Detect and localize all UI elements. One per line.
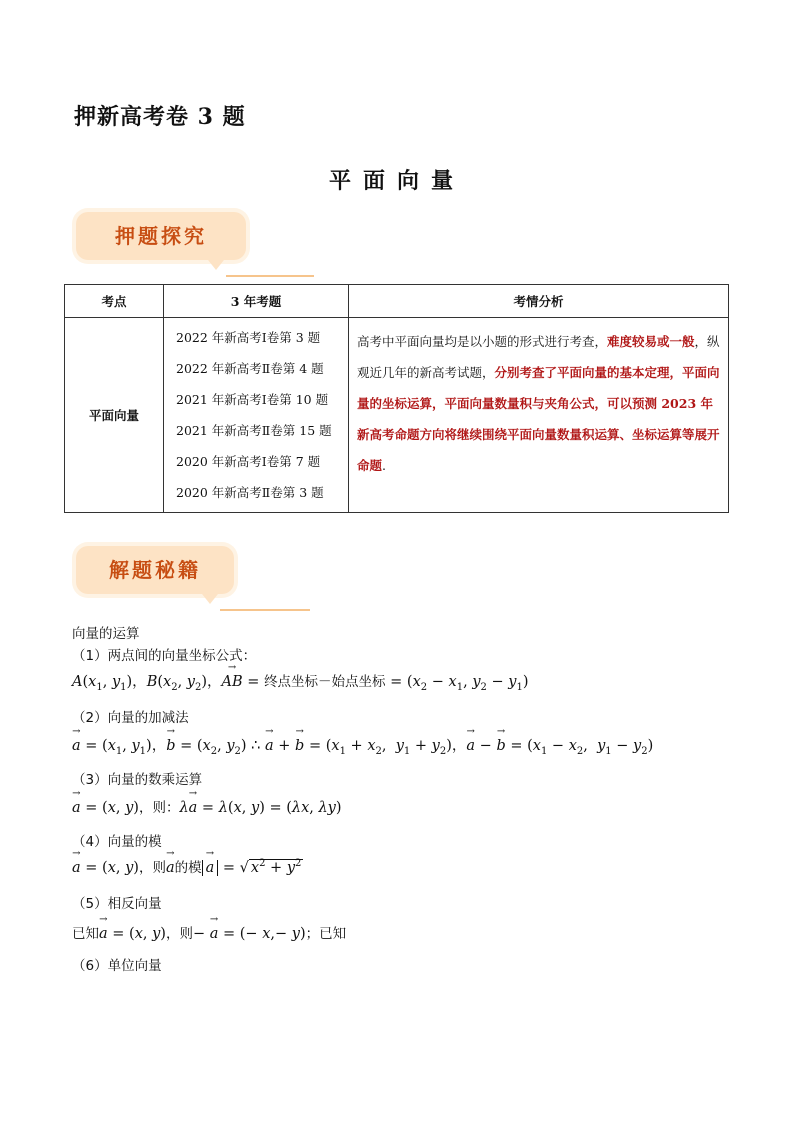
formula-text: ；已知 — [305, 926, 347, 942]
formula-magnitude: → a = (x, y)，则→ a的模→ a = √ $x^2 + y^2$ — [72, 856, 303, 876]
section-intro: 向量的运算 — [72, 626, 140, 642]
row-label: 平面向量 — [65, 318, 164, 513]
formula-scalar-mult: → a = (x, y)，则：λ→ a = λ(x, y) = (λx, λy) — [72, 796, 342, 816]
year-item: 2020 年新高考Ⅰ卷第 7 题 — [176, 454, 321, 469]
section-4-heading: （4）向量的模 — [72, 834, 162, 850]
header-analysis: 考情分析 — [349, 285, 729, 318]
badge-tail-icon — [208, 260, 224, 270]
formula-add-subtract: → $a = (x_1$, $y_1$)，→ $b = (x_2$, $y_2$) ∴ → a + → $b = (x_1 + x_2$, $y_1 + y_2$)，→ a − → $b = (x_1 - x_2$, $y_1 - y_2$) — [72, 734, 653, 757]
year-item: 2021 年新高考Ⅱ卷第 15 题 — [176, 423, 332, 438]
section-5-heading: （5）相反向量 — [72, 896, 162, 912]
topic-title: 平面向量 — [328, 168, 465, 194]
badge-underline — [226, 275, 314, 277]
formula-text: 终点坐标－始点坐标 — [264, 674, 386, 690]
analysis-part: ，纵观近几年的新高考试题， — [357, 334, 720, 380]
exam-analysis-table — [64, 284, 729, 513]
analysis-text — [349, 318, 729, 513]
formula-text: 的模 — [174, 860, 202, 876]
badge-explore-label: 押题探究 — [115, 224, 207, 248]
table-row — [65, 318, 729, 513]
header-years: 3 年考题 — [164, 285, 349, 318]
year-item: 2021 年新高考Ⅰ卷第 10 题 — [176, 392, 329, 407]
badge-explore — [76, 212, 246, 260]
badge-tail-icon — [202, 594, 218, 604]
analysis-emphasis: 难度较易或一般 — [607, 334, 695, 349]
badge-underline — [220, 609, 310, 611]
year-item: 2022 年新高考Ⅰ卷第 3 题 — [176, 330, 321, 345]
section-6-heading: （6）单位向量 — [72, 958, 162, 974]
formula-text: ，则 — [165, 926, 193, 942]
year-item: 2022 年新高考Ⅱ卷第 4 题 — [176, 361, 324, 376]
document-title: 押新高考卷 3 题 — [74, 104, 246, 130]
formula-text: ，则 — [138, 860, 166, 876]
header-kaodian: 考点 — [65, 285, 164, 318]
analysis-part: . — [382, 458, 386, 473]
section-2-heading: （2）向量的加减法 — [72, 710, 189, 726]
analysis-emphasis: 分别考查了平面向量的基本定理，平面向量的坐标运算，平面向量数量积与夹角公式，可以预测 2023 年新高考命题方向将继续围绕平面向量数量积运算、坐标运算等展开命题 — [357, 365, 720, 473]
year-item: 2020 年新高考Ⅱ卷第 3 题 — [176, 485, 324, 500]
table-header-row — [65, 285, 729, 318]
section-1-heading: （1）两点间的向量坐标公式： — [72, 648, 257, 664]
formula-opposite: 已知→ a = (x, y)，则− → a = (− x,− y)；已知 — [72, 922, 346, 942]
formula-point-vector: $A(x_1$, $y_1$)，$B(x_2$, $y_2$)，→ AB = 终点坐标－始点坐标 = ($x_2 - x_1$, $y_2 - y_1$) — [72, 670, 529, 693]
analysis-part: 高考中平面向量均是以小题的形式进行考查， — [357, 334, 608, 349]
badge-secrets — [76, 546, 234, 594]
formula-text: ，则： — [138, 800, 180, 816]
badge-secrets-label: 解题秘籍 — [109, 558, 201, 582]
section-3-heading: （3）向量的数乘运算 — [72, 772, 203, 788]
year-list — [164, 318, 349, 513]
formula-text: 已知 — [72, 926, 99, 942]
